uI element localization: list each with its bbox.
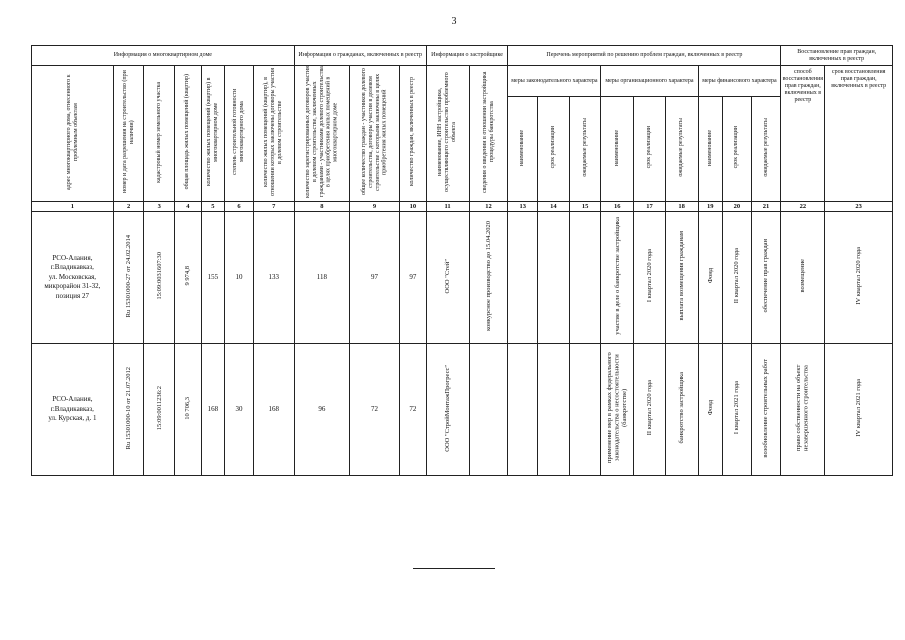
measure-cell: банкротство застройщика [665,343,698,475]
restore-term-cell: IV квартал 2020 года [825,211,893,343]
col-number: 16 [601,201,634,211]
col-number: 12 [469,201,508,211]
address-line: РСО-Алания, [52,395,93,404]
col-number: 22 [781,201,825,211]
col-header-23: срок восстановления прав граждан, включенных в реестр [825,66,893,202]
col-number: 9 [349,201,399,211]
col-number: 20 [723,201,752,211]
address-line: ул. Курская, д. 1 [48,414,97,423]
restore-term-cell: IV квартал 2021 года [825,343,893,475]
col-number: 21 [751,201,781,211]
measure-cell: I квартал 2021 года [723,343,752,475]
col-header-10: количество граждан, включенных в реестр [400,66,427,202]
col-header-18: ожидаемые результаты [665,97,698,202]
address-line: ул. Московская, [48,272,97,281]
col-number: 4 [175,201,202,211]
col-header-4: общая площадь жилых помещений (квартир) [175,66,202,202]
contract-units-cell: 168 [253,343,294,475]
address-cell [32,211,114,343]
measure-cell: II квартал 2020 года [723,211,752,343]
area-cell: 9 974,8 [175,211,202,343]
col-number: 23 [825,201,893,211]
col-number: 11 [426,201,469,211]
units-cell: 168 [201,343,225,475]
readiness-cell: 30 [225,343,254,475]
address-line: РСО-Алания, [52,253,93,262]
measure-cell [508,211,538,343]
measure-cell: Фонд [698,343,723,475]
col-header-1: адрес многоквартирного дома, отнесенного к проблемным объектам [32,66,114,202]
col-header-9: общее количество граждан - участников долевого строительства, договоры участия в долевом строительстве с которыми заключены в целях приобретения жилых помещений [349,66,399,202]
group-house: Информация о многоквартирном доме [32,46,295,66]
col-number: 19 [698,201,723,211]
col-number: 6 [225,201,254,211]
col-header-13: наименование [508,97,538,202]
column-number-row [32,201,893,211]
registry-table [31,45,893,476]
col-number: 3 [144,201,175,211]
measure-cell: II квартал 2020 года [634,343,666,475]
cadastre-cell: 15:09:0011236:2 [144,343,175,475]
col-header-14: срок реализации [538,97,570,202]
participants-cell: 97 [349,211,399,343]
readiness-cell: 10 [225,211,254,343]
subgroup-financial: меры финансового характера [698,66,781,97]
registered-cell: 118 [294,211,349,343]
group-citizens: Информация о гражданах, включенных в реестр [294,46,426,66]
subgroup-organizational: меры организационного характера [601,66,698,97]
col-header-5: количество жилых помещений (квартир) в многоквартирном доме [201,66,225,202]
subgroup-row [32,66,893,97]
in-registry-cell: 97 [400,211,427,343]
group-measures: Перечень мероприятий по решению проблем граждан, включенных в реестр [508,46,781,66]
col-header-12: сведения о введении в отношении застройщика процедуры банкротства [469,66,508,202]
col-header-2: номер и дата разрешения на строительство (при наличии) [113,66,144,202]
cadastre-cell: 15:09:0031607:30 [144,211,175,343]
bankruptcy-cell: конкурсное производство до 15.04.2020 [469,211,508,343]
address-line: г.Владикавказ, [50,263,94,272]
measure-cell: Фонд [698,211,723,343]
col-number: 8 [294,201,349,211]
address-line: микрорайон 31-32, [44,282,101,291]
col-number: 1 [32,201,114,211]
page-number: 3 [451,16,457,27]
col-header-19: наименование [698,97,723,202]
bankruptcy-cell [469,343,508,475]
col-header-3: кадастровый номер земельного участка [144,66,175,202]
group-restored: Восстановление прав граждан, включенных в реестр [781,46,893,66]
developer-cell: ООО "Стей" [426,211,469,343]
col-header-15: ожидаемые результаты [569,97,601,202]
participants-cell: 72 [349,343,399,475]
developer-cell: ООО "СтройМонтажПрогресс" [426,343,469,475]
group-header-row [32,46,893,66]
measure-cell: обеспечение прав граждан [751,211,781,343]
col-header-22: способ восстановления прав граждан, включенных в реестр [781,66,825,202]
restore-method-cell: право собственности на объект незавершенного строительства [781,343,825,475]
area-cell: 10 706,3 [175,343,202,475]
col-number: 13 [508,201,538,211]
col-header-6: степень строительной готовности многоквартирного дома [225,66,254,202]
measure-cell [538,343,570,475]
restore-method-cell: возмещение [781,211,825,343]
address-line: позиция 27 [55,291,89,300]
col-header-8: количество зарегистрированных договоров участия в долевом строительстве, заключенных гражданами - участниками долевого строительства в целях приобретения жилых помещений в многоквартирном доме [294,66,349,202]
col-number: 2 [113,201,144,211]
measure-cell [569,211,601,343]
col-number: 5 [201,201,225,211]
col-number: 7 [253,201,294,211]
units-cell: 155 [201,211,225,343]
subgroup-legislative: меры законодательного характера [508,66,601,97]
col-number: 10 [400,201,427,211]
col-header-20: срок реализации [723,97,752,202]
col-number: 15 [569,201,601,211]
table-row [32,343,893,475]
col-header-7: количество жилых помещений (квартир), в отношении которых заключены договоры участия в долевом строительстве [253,66,294,202]
col-header-17: срок реализации [634,97,666,202]
registered-cell: 96 [294,343,349,475]
table-row [32,211,893,343]
contract-units-cell: 133 [253,211,294,343]
address-line: г.Владикавказ, [50,404,94,413]
measure-cell: выплата возмещения гражданам [665,211,698,343]
permit-cell: Ru 15301000-10 от 21.07.2012 [113,343,144,475]
col-number: 14 [538,201,570,211]
measure-cell: применение мер в рамках федерального законодательства о несостоятельности (банкротстве) [601,343,634,475]
address-cell [32,343,114,475]
in-registry-cell: 72 [400,343,427,475]
col-number: 18 [665,201,698,211]
measure-cell [508,343,538,475]
measure-cell [538,211,570,343]
measure-cell: участие в деле о банкротстве застройщика [601,211,634,343]
measure-cell: I квартал 2020 года [634,211,666,343]
col-header-11: наименование, ИНН застройщика, осуществляющего строительство проблемного объекта [426,66,469,202]
col-number: 17 [634,201,666,211]
footer-divider [413,568,495,569]
col-header-21: ожидаемые результаты [751,97,781,202]
measure-cell [569,343,601,475]
group-developer: Информация о застройщике [426,46,508,66]
permit-cell: Ru 15301000-27 от 24.02.2014 [113,211,144,343]
col-header-16: наименование [601,97,634,202]
measure-cell: возобновление строительных работ [751,343,781,475]
